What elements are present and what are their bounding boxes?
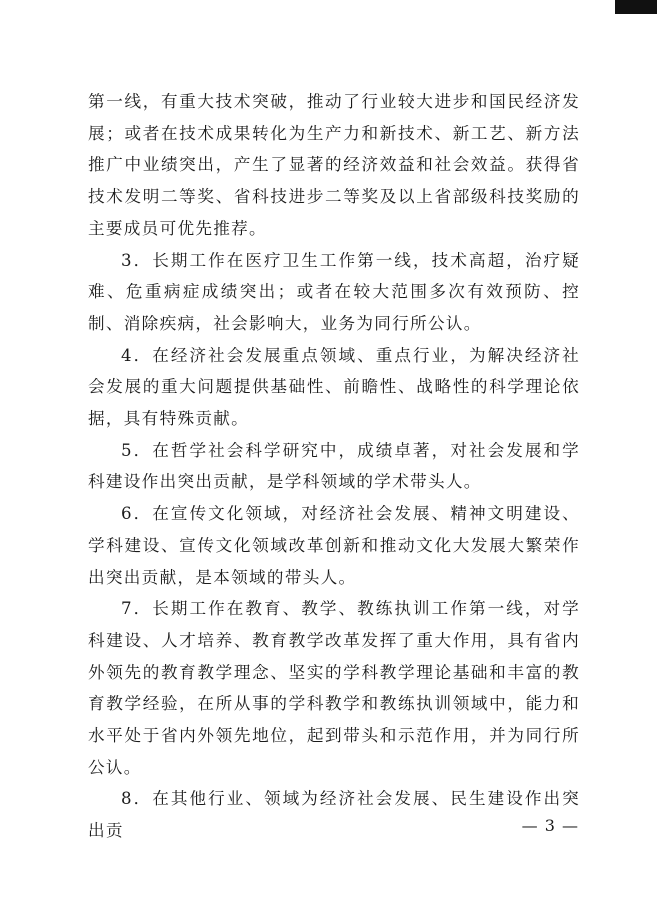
paragraph-item-7: 7．长期工作在教育、教学、教练执训工作第一线，对学科建设、人才培养、教育教学改革发挥了重大作用，具有省内外领先的教育教学理念、坚实的学科教学理论基础和丰富的教育教学经验，在所从事的学科教学和教练执训领域中，能力和水平处于省内外领先地位，起到带头和示范作用，并为同行所公认。 <box>88 599 580 777</box>
page-number: — 3 — <box>521 816 579 835</box>
paragraph-item-5: 5．在哲学社会科学研究中，成绩卓著，对社会发展和学科建设作出突出贡献，是学科领域的学术带头人。 <box>88 440 580 492</box>
paragraph-item-3: 3．长期工作在医疗卫生工作第一线，技术高超，治疗疑难、危重病症成绩突出；或者在较大范围多次有效预防、控制、消除疾病，社会影响大，业务为同行所公认。 <box>88 250 580 333</box>
paragraph-item-8: 8．在其他行业、领域为经济社会发展、民生建设作出突出贡 <box>88 789 580 841</box>
corner-mark <box>615 0 657 14</box>
document-body <box>88 86 580 847</box>
paragraph-item-4: 4．在经济社会发展重点领域、重点行业，为解决经济社会发展的重大问题提供基础性、前瞻性、战略性的科学理论依据，具有特殊贡献。 <box>88 345 580 429</box>
paragraph-item-6: 6．在宣传文化领域，对经济社会发展、精神文明建设、学科建设、宣传文化领域改革创新和推动文化大发展大繁荣作出突出贡献，是本领域的带头人。 <box>88 504 580 587</box>
paragraph-continuation: 第一线，有重大技术突破，推动了行业较大进步和国民经济发展；或者在技术成果转化为生产力和新技术、新工艺、新方法推广中业绩突出，产生了显著的经济效益和社会效益。获得省技术发明二等奖、省科技进步二等奖及以上省部级科技奖励的主要成员可优先推荐。 <box>88 92 580 238</box>
